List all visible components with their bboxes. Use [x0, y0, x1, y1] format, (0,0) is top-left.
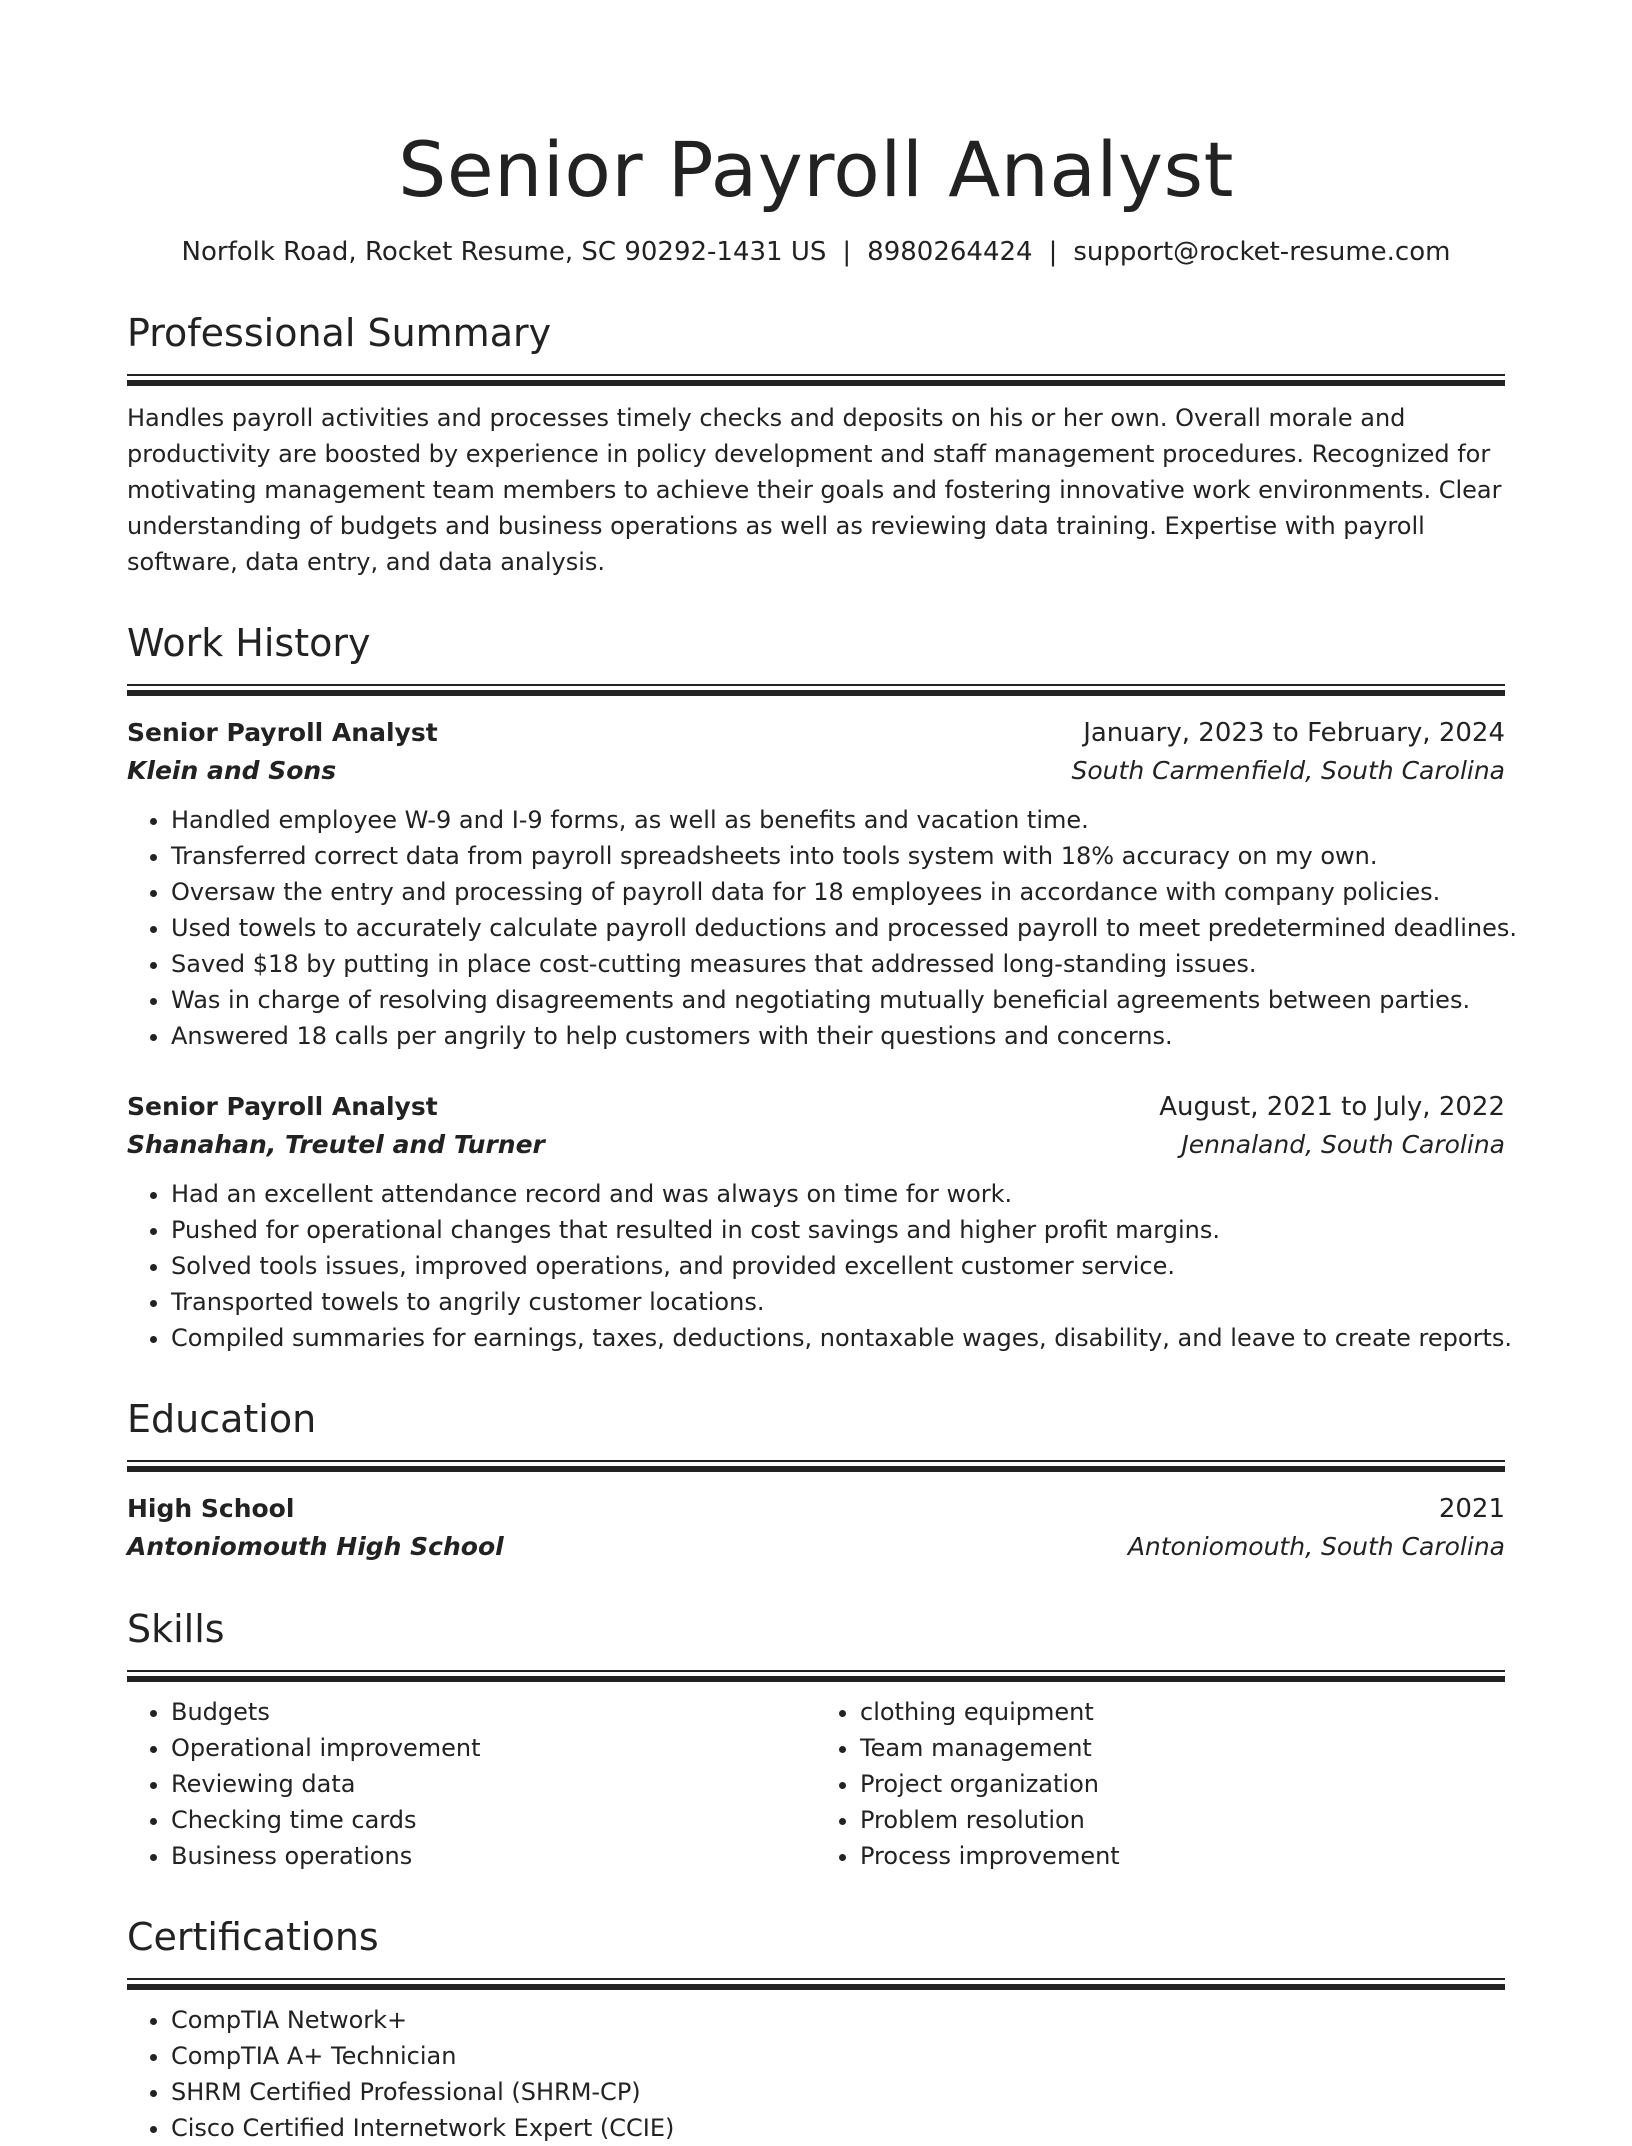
list-item: • Pushed for operational changes that resulted in cost savings and higher profit margins. [171, 1212, 1505, 1248]
list-item: • Transferred correct data from payroll spreadsheets into tools system with 18% accuracy on my own. [171, 838, 1505, 874]
list-item: • Operational improvement [171, 1730, 816, 1766]
list-item: • Had an excellent attendance record and was always on time for work. [171, 1176, 1505, 1212]
job-dates: August, 2021 to July, 2022 [1159, 1092, 1505, 1122]
job-role: Senior Payroll Analyst [127, 1092, 438, 1121]
education-subheader [127, 1528, 1505, 1566]
education-entry [127, 1490, 1505, 1566]
list-item: • Answered 18 calls per angrily to help customers with their questions and concerns. [171, 1018, 1505, 1054]
job-subheader [127, 752, 1505, 790]
section-divider [127, 684, 1505, 696]
work-history-section [127, 620, 1517, 1356]
education-school: Antoniomouth High School [127, 1532, 504, 1561]
list-item: • Budgets [171, 1694, 816, 1730]
job-location: Jennaland, South Carolina [1181, 1130, 1505, 1159]
section-divider [127, 1978, 1505, 1990]
contact-separator: | [842, 237, 852, 267]
contact-phone: 8980264424 [867, 237, 1033, 267]
job-entry [127, 714, 1517, 1054]
skills-list-left [127, 1694, 816, 1874]
list-item: • Reviewing data [171, 1766, 816, 1802]
list-item: • Team management [860, 1730, 1505, 1766]
job-company: Shanahan, Treutel and Turner [127, 1130, 545, 1159]
section-title: Work History [127, 621, 371, 665]
list-item: • CompTIA Network+ [171, 2002, 1505, 2038]
job-header [127, 1088, 1505, 1126]
list-item: • Checking time cards [171, 1802, 816, 1838]
job-location: South Carmenfield, South Carolina [1071, 756, 1505, 785]
list-item: • CompTIA A+ Technician [171, 2038, 1505, 2074]
summary-section [127, 310, 1505, 580]
list-item: • Used towels to accurately calculate payroll deductions and processed payroll to meet predetermined deadlines. [171, 910, 1505, 946]
list-item: • Compiled summaries for earnings, taxes, deductions, nontaxable wages, disability, and leave to create reports. [171, 1320, 1505, 1356]
job-role: Senior Payroll Analyst [127, 718, 438, 747]
education-header [127, 1490, 1505, 1528]
section-title: Professional Summary [127, 311, 552, 355]
section-title: Certifications [127, 1915, 379, 1959]
section-divider [127, 1460, 1505, 1472]
list-item: • SHRM Certified Professional (SHRM-CP) [171, 2074, 1505, 2110]
list-item: • Cisco Certified Internetwork Expert (CCIE) [171, 2110, 1505, 2146]
education-degree: High School [127, 1494, 295, 1523]
list-item: • Problem resolution [860, 1802, 1505, 1838]
list-item: • Oversaw the entry and processing of payroll data for 18 employees in accordance with company policies. [171, 874, 1505, 910]
skills-columns [127, 1694, 1505, 1874]
list-item: • Process improvement [860, 1838, 1505, 1874]
contact-separator: | [1048, 237, 1058, 267]
skills-list-right [816, 1694, 1505, 1874]
certifications-section [127, 1914, 1505, 2146]
job-company: Klein and Sons [127, 756, 337, 785]
list-item: • clothing equipment [860, 1694, 1505, 1730]
contact-address: Norfolk Road, Rocket Resume, SC 90292-1431 US [181, 237, 827, 267]
contact-email: support@rocket-resume.com [1073, 237, 1451, 267]
list-item: • Saved $18 by putting in place cost-cutting measures that addressed long-standing issues. [171, 946, 1505, 982]
certifications-list [127, 2002, 1505, 2146]
list-item: • Handled employee W-9 and I-9 forms, as well as benefits and vacation time. [171, 802, 1505, 838]
job-subheader [127, 1126, 1505, 1164]
job-bullets [127, 802, 1517, 1054]
section-divider [127, 374, 1505, 386]
job-bullets [127, 1176, 1512, 1356]
list-item: • Solved tools issues, improved operations, and provided excellent customer service. [171, 1248, 1505, 1284]
section-title: Education [127, 1397, 317, 1441]
job-header [127, 714, 1505, 752]
job-dates: January, 2023 to February, 2024 [1083, 718, 1505, 748]
list-item: • Was in charge of resolving disagreements and negotiating mutually beneficial agreements between parties. [171, 982, 1505, 1018]
list-item: • Transported towels to angrily customer locations. [171, 1284, 1505, 1320]
summary-text: Handles payroll activities and processes timely checks and deposits on his or her own. Overall morale and productivity are boosted by experience in policy development and staff management procedures. Recognized for motivating management team members to achieve their goals and fostering innovative work environments. Clear understanding of budgets and business operations as well as reviewing data training. Expertise with payroll software, data entry, and data analysis. [127, 404, 1502, 576]
skills-section [127, 1606, 1505, 1874]
section-title: Skills [127, 1607, 225, 1651]
section-divider [127, 1670, 1505, 1682]
list-item: • Business operations [171, 1838, 816, 1874]
list-item: • Project organization [860, 1766, 1505, 1802]
contact-line [127, 234, 1505, 270]
education-location: Antoniomouth, South Carolina [1127, 1532, 1505, 1561]
candidate-name: Senior Payroll Analyst [398, 125, 1234, 214]
education-year: 2021 [1438, 1494, 1505, 1524]
education-section [127, 1396, 1505, 1566]
job-entry [127, 1088, 1512, 1356]
